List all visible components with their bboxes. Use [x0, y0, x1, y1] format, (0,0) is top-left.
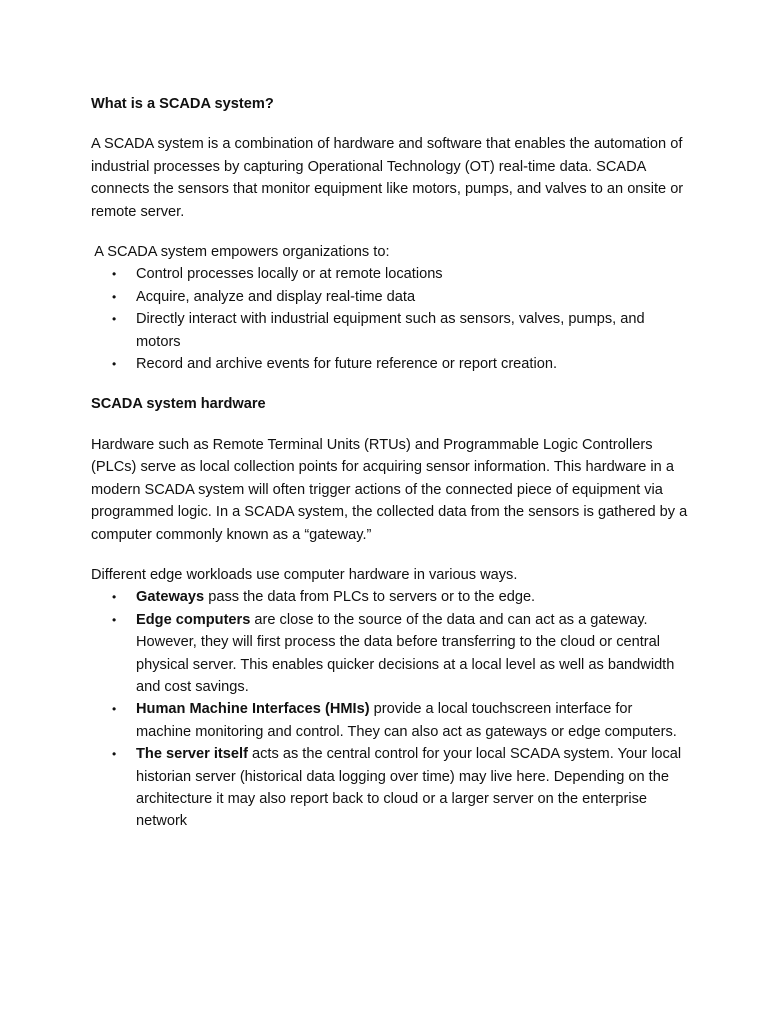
list-item — [91, 353, 691, 375]
list-item — [91, 308, 691, 353]
scada-empowers-intro: A SCADA system empowers organizations to: — [91, 244, 390, 261]
document-page — [91, 93, 691, 833]
bullet-icon: • — [112, 747, 117, 762]
list-item-text: Control processes locally or at remote locations — [136, 266, 443, 283]
bullet-icon: • — [112, 289, 117, 304]
bullet-icon: • — [112, 267, 117, 282]
bullet-icon: • — [112, 612, 117, 627]
list-item-term: Gateways — [136, 589, 205, 606]
list-item-text: Record and archive events for future reference or report creation. — [136, 356, 558, 373]
edge-hardware-list — [91, 586, 691, 832]
edge-workloads-intro: Different edge workloads use computer hardware in various ways. — [91, 566, 518, 583]
list-item-text: acts as the central control for your local SCADA system. Your local historian server (historical data logging over time) may live here. Depending on the architecture it may also report back to cloud or a larger server on the enterprise network — [136, 746, 682, 830]
bullet-icon: • — [112, 312, 117, 327]
list-item — [91, 586, 691, 608]
list-item-text: are close to the source of the data and can act as a gateway. However, they will first process the data before transferring to the cloud or central physical server. This enables quicker decisions at a local level as well as bandwidth and cost savings. — [136, 611, 675, 695]
list-item-text: Acquire, analyze and display real-time data — [136, 288, 416, 305]
hardware-paragraph: Hardware such as Remote Terminal Units (RTUs) and Programmable Logic Controllers (PLCs) serve as local collection points for acquiring sensor information. This hardware in a modern SCADA system will often trigger actions of the connected piece of equipment via programmed logic. In a SCADA system, the collected data from the sensors is gathered by a computer commonly known as a “gateway.” — [91, 436, 688, 543]
bullet-icon: • — [112, 590, 117, 605]
bullet-icon: • — [112, 702, 117, 717]
list-item-text: pass the data from PLCs to servers or to the edge. — [204, 589, 536, 606]
list-item-term: The server itself — [136, 746, 248, 763]
list-item-term: Edge computers — [136, 611, 251, 628]
section-heading-what-is-scada: What is a SCADA system? — [91, 96, 274, 112]
list-item-term: Human Machine Interfaces (HMIs) — [136, 701, 370, 718]
scada-capabilities-list — [91, 263, 691, 375]
list-item-text: provide a local touchscreen interface for machine monitoring and control. They can also act as gateways or edge computers. — [136, 701, 677, 740]
list-item-text: Directly interact with industrial equipment such as sensors, valves, pumps, and motors — [136, 311, 645, 350]
scada-definition-paragraph: A SCADA system is a combination of hardware and software that enables the automation of industrial processes by capturing Operational Technology (OT) real-time data. SCADA connects the sensors that monitor equipment like motors, pumps, and valves to an onsite or remote server. — [91, 136, 684, 220]
list-item — [91, 698, 691, 743]
list-item — [91, 743, 691, 833]
section-heading-hardware: SCADA system hardware — [91, 396, 266, 413]
bullet-icon: • — [112, 357, 117, 372]
list-item — [91, 609, 691, 699]
list-item — [91, 263, 691, 285]
list-item — [91, 286, 691, 308]
